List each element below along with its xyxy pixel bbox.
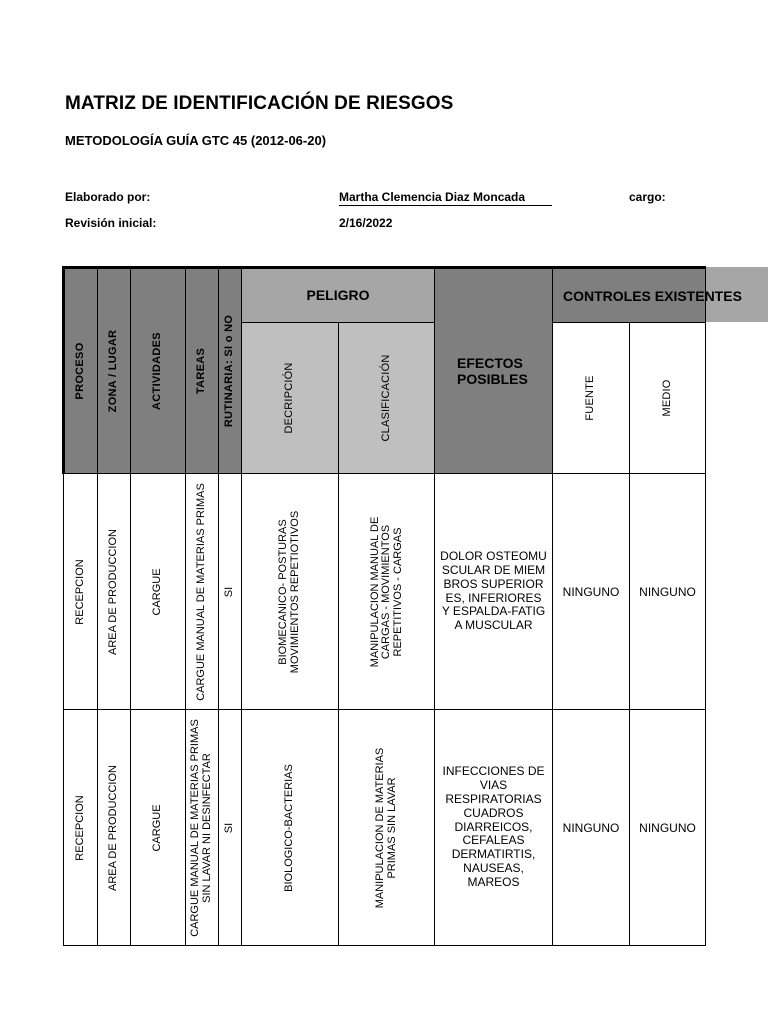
cell-tarea: CARGUE MANUAL DE MATERIAS PRIMAS SIN LAVAR NI DESINFECTAR	[186, 710, 219, 946]
header-zona: ZONA / LUGAR	[98, 268, 131, 474]
cell-actividad: CARGUE	[131, 474, 186, 710]
cell-medio: NINGUNO	[630, 710, 706, 946]
cell-fuente: NINGUNO	[553, 710, 630, 946]
cell-proceso: RECEPCION	[64, 474, 98, 710]
cell-efectos: DOLOR OSTEOMUSCULAR DE MIEMBROS SUPERIORES, INFERIORES Y ESPALDA-FATIGA MUSCULAR	[435, 474, 553, 710]
header-peligro: PELIGRO	[242, 268, 435, 323]
cell-zona: AREA DE PRODUCCION	[98, 474, 131, 710]
revision-value: 2/16/2022	[339, 216, 393, 230]
document-title: MATRIZ DE IDENTIFICACIÓN DE RIESGOS	[65, 93, 454, 114]
cell-rutinaria: SI	[219, 710, 242, 946]
cell-zona: AREA DE PRODUCCION	[98, 710, 131, 946]
table-row	[64, 474, 706, 710]
elaborado-label: Elaborado por:	[65, 190, 151, 204]
cell-medio: NINGUNO	[630, 474, 706, 710]
header-clasificacion: CLASIFICACIÓN	[339, 323, 435, 474]
header-row-top	[64, 268, 706, 323]
risk-matrix-table	[62, 266, 742, 946]
cell-fuente: NINGUNO	[553, 474, 630, 710]
table-row	[64, 710, 706, 946]
cargo-label: cargo:	[629, 190, 666, 204]
cell-descripcion: BIOLOGICO-BACTERIAS	[242, 710, 339, 946]
cell-actividad: CARGUE	[131, 710, 186, 946]
cell-proceso: RECEPCION	[64, 710, 98, 946]
header-fuente: FUENTE	[553, 323, 630, 474]
header-efectos: EFECTOS POSIBLES	[435, 268, 553, 474]
header-descripcion: DECRIPCIÓN	[242, 323, 339, 474]
header-rutinaria: RUTINARIA: SI o NO	[219, 268, 242, 474]
elaborado-value: Martha Clemencia Diaz Moncada	[339, 190, 552, 206]
header-proceso: PROCESO	[64, 268, 98, 474]
cell-rutinaria: SI	[219, 474, 242, 710]
header-tareas: TAREAS	[186, 268, 219, 474]
cell-tarea: CARGUE MANUAL DE MATERIAS PRIMAS	[186, 474, 219, 710]
cell-efectos: INFECCIONES DE VIAS RESPIRATORIAS CUADROS DIARREICOS, CEFALEAS DERMATIRTIS, NAUSEAS, MAREOS	[435, 710, 553, 946]
cell-clasificacion: MANIPULACION MANUAL DE CARGAS - MOVIMIENTOS REPETITIVOS - CARGAS	[339, 474, 435, 710]
header-controles: CONTROLES EXISTENTES	[553, 268, 706, 323]
revision-label: Revisión inicial:	[65, 216, 157, 230]
cell-clasificacion: MANIPULACION DE MATERIAS PRIMAS SIN LAVAR	[339, 710, 435, 946]
header-medio: MEDIO	[630, 323, 706, 474]
document-subtitle: METODOLOGÍA GUÍA GTC 45 (2012-06-20)	[65, 133, 327, 148]
cell-descripcion: BIOMECANICO- POSTURAS MOVIMIENTOS REPETIOTIVOS	[242, 474, 339, 710]
header-actividades: ACTIVIDADES	[131, 268, 186, 474]
